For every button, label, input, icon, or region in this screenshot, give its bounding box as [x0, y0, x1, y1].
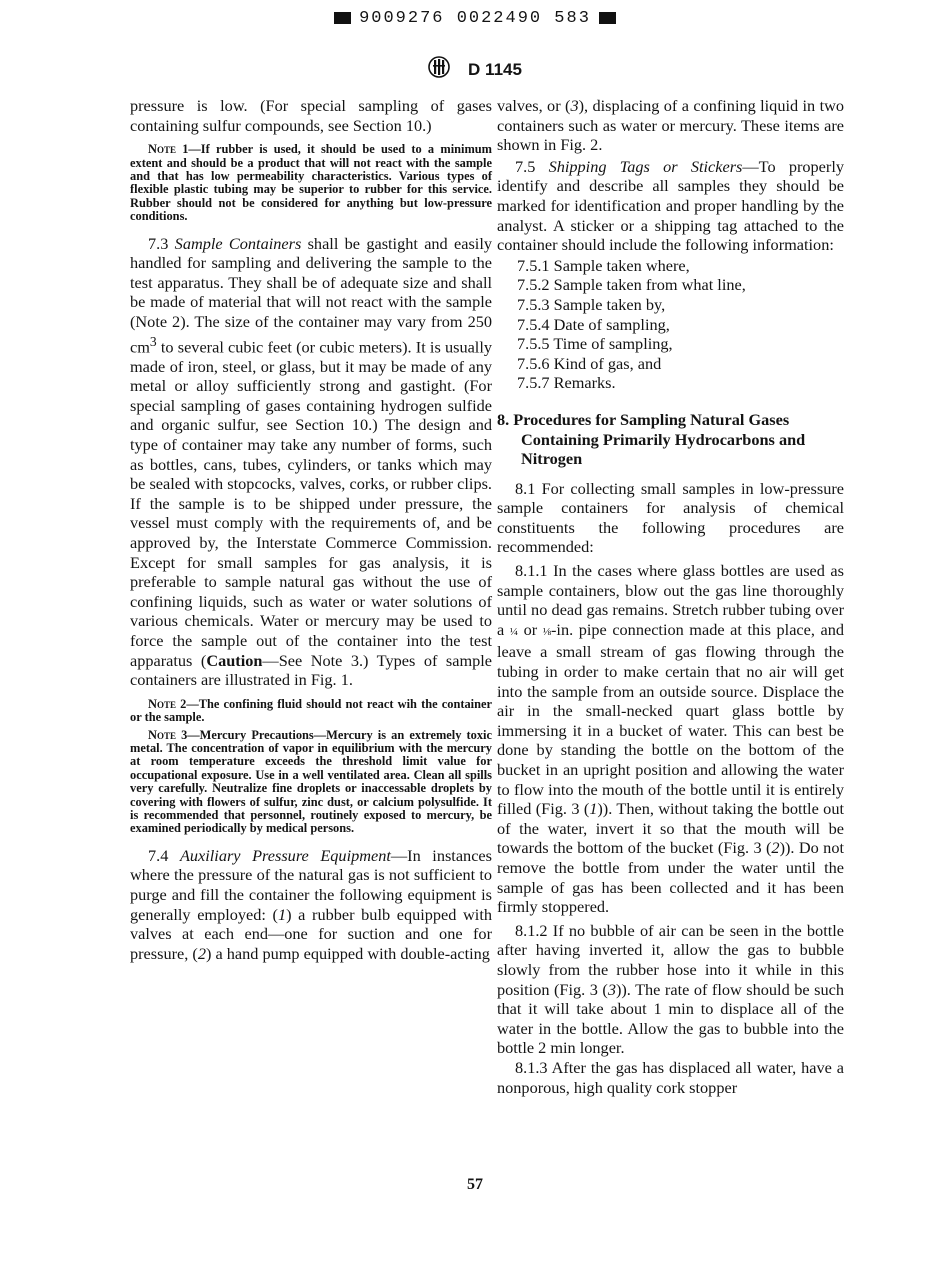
fig-item-1: 1 [589, 799, 598, 819]
section-7-3 [130, 234, 492, 690]
fraction-eighth: ⅛ [542, 625, 551, 638]
list-item: 7.5.2 Sample taken from what line, [517, 275, 746, 295]
section-8-heading: 8. Procedures for Sampling Natural Gases Containing Primarily Hydrocarbons and Nitrogen [497, 409, 806, 469]
note-1-text: —If rubber is used, it should be used to a minimum extent and should be a product that will not react with the sample and that has low permeability characteristics. Various types of flexible plastic tubing may be superior to rubber for this service. Rubber should not be considered for anything but low-pressure conditions. [130, 142, 492, 224]
caution-label: Caution [206, 650, 263, 670]
shipping-info-list [497, 256, 844, 393]
section-7-4 [130, 846, 492, 964]
right-paragraph-continued [497, 96, 844, 155]
section-8-1-1-c: )). Then, without taking the bottle out of the water, invert it so that the mouth will be towards the bottom of the bucket (Fig. 3 ( [497, 799, 844, 858]
astm-logo-icon [428, 56, 450, 83]
section-7-3-text-a: shall be gastight and easily handled for sampling and delivering the sample to the test apparatus. They shall be of adequate size and shall be made of material that will not react with the sample (Note 2). The size of the container may vary from 250 cm [130, 233, 492, 357]
note-1-label: Note 1 [148, 142, 189, 157]
item-2-marker: 2 [197, 943, 206, 963]
barcode-strip [0, 9, 950, 28]
list-item: 7.5.4 Date of sampling, [517, 314, 670, 334]
fig-item-3: 3 [607, 979, 616, 999]
item-3-marker: 3 [570, 96, 579, 115]
note-1 [130, 143, 492, 223]
item-1-marker: 1 [277, 904, 287, 924]
note-3 [130, 729, 492, 836]
note-3-text: —Mercury is an extremely toxic metal. The concentration of vapor in equilibrium with the mercury at room temperature exceeds the threshold limit value for occupational exposure. Use in a well ventilated area. Clean all spills very carefully. Neutralize fine droplets or inaccessable droplets by covering with flowers of sulfur, zinc dust, or calcium polysulfide. It is recommended that personnel, routinely exposed to mercury, be examined periodically by medical persons. [130, 727, 492, 836]
barcode-block-right [599, 12, 616, 24]
section-8-1-2-a: 8.1.2 If no bubble of air can be seen in the bottle after having inverted it, allow the gas to bubble slowly from the rubber hose into it while in this position (Fig. 3 ( [497, 920, 844, 999]
section-7-3-text-c: —See Note 3.) Types of sample containers are illustrated in Fig. 1. [130, 650, 493, 690]
list-item: 7.5.3 Sample taken by, [517, 294, 666, 314]
section-7-5-title: Shipping Tags or Stickers [548, 156, 743, 176]
section-8-1: 8.1 For collecting small samples in low-pressure sample containers for analysis of chemical constituents the following procedures are recommended: [497, 478, 844, 557]
note-2-text: —The confining fluid should not react wih the container or the sample. [130, 696, 492, 725]
right-p1-b: ), displacing of a confining liquid in two containers such as water or mercury. These items are shown in Fig. 2. [497, 96, 844, 155]
list-item: 7.5.5 Time of sampling, [517, 334, 673, 354]
note-3-title: —Mercury Precautions [187, 727, 314, 742]
right-column [497, 96, 844, 1097]
section-7-5-number: 7.5 [515, 156, 536, 176]
left-paragraph-continued: pressure is low. (For special sampling of gases containing sulfur compounds, see Section 10.) [130, 96, 492, 135]
section-8-1-1-b: -in. pipe connection made at this place, and leave a small stream of gas flowing through the tubing in order to make certain that no air will get into the sample from an outside source. Displace the air in the small-necked quart glass bottle by immersing it in a bucket of water. This can best be done by standing the bottle on the bottom of the bucket in an upright position and allowing the water to flow into the mouth of the bottle until it is entirely filled (Fig. 3 ( [497, 619, 845, 819]
section-7-5 [497, 157, 844, 255]
section-7-3-text-b: to several cubic feet (or cubic meters). It is usually made of iron, steel, or glass, but it may be made of any metal or alloy sufficiently strong and gastight. (For special sampling of gases containing hydrogen sulfide and organic sulfur, see Section 10.) The design and type of container may take any number of forms, such as bottles, cans, tubes, cylinders, or tanks which may be sealed with stopcocks, valves, corks, or rubber clips. If the sample is to be shipped under pressure, the vessel must comply with the requirements of, and be approved by, the Interstate Commerce Commission. Except for small samples for gas analysis, it is preferable to sample natural gas without the use of confining liquids, such as water or water solutions of various chemicals. Water or mercury may be used to force the sample out of the container into the test apparatus ( [130, 337, 492, 670]
section-7-4-number: 7.4 [148, 845, 169, 865]
note-3-label: Note 3 [148, 727, 188, 742]
document-designation: D 1145 [468, 59, 522, 79]
list-item: 7.5.6 Kind of gas, and [517, 353, 662, 373]
section-8-1-1 [497, 561, 844, 917]
section-7-4-text-2: ) a rubber bulb equipped with valves at each end—one for suction and one for pressure, ( [130, 904, 492, 963]
barcode-block-left [334, 12, 351, 24]
page-number: 57 [467, 1176, 483, 1193]
section-8-1-1-a: 8.1.1 In the cases where glass bottles are used as sample containers, blow out the gas line thoroughly until no dead gas remains. Stretch rubber tubing over a [497, 561, 844, 639]
fraction-quarter: ¼ [509, 625, 519, 638]
note-2 [130, 698, 492, 725]
section-8-1-3: 8.1.3 After the gas has displaced all water, have a nonporous, high quality cork stopper [497, 1057, 844, 1097]
list-item: 7.5.1 Sample taken where, [517, 255, 690, 275]
note-2-label: Note 2 [148, 696, 187, 711]
section-8-1-2-b: )). The rate of flow should be such that it will take about 1 min to displace all of the water in the bottle. Allow the gas to bubble into the bottle 2 min longer. [497, 979, 844, 1058]
fig-item-2: 2 [771, 838, 780, 858]
right-p1-a: valves, or ( [497, 96, 571, 115]
section-8-1-1-or: or [518, 619, 543, 639]
superscript-3: 3 [149, 333, 157, 349]
section-8-1-1-d: )). Do not remove the bottle from under the water until the sample of gas has been collected and it has been firmly stoppered. [497, 838, 844, 917]
section-7-4-text: —In instances where the pressure of the natural gas is not sufficient to purge and fill the container the following equipment is generally employed: ( [130, 845, 492, 924]
section-7-3-title: Sample Containers [174, 233, 302, 253]
section-7-4-title: Auxiliary Pressure Equipment [179, 845, 391, 865]
section-7-5-text: —To properly identify and describe all samples they should be marked for identification and proper handling by the analyst. A sticker or a shipping tag attached to the container should include the following information: [497, 156, 844, 255]
left-column [130, 96, 492, 963]
list-item: 7.5.7 Remarks. [517, 373, 616, 393]
section-7-4-text-3: ) a hand pump equipped with double-acting [205, 943, 490, 963]
barcode-text: 9009276 0022490 583 [359, 9, 591, 28]
section-7-3-number: 7.3 [148, 233, 169, 253]
section-8-1-2 [497, 921, 844, 1058]
page-header [0, 56, 950, 83]
